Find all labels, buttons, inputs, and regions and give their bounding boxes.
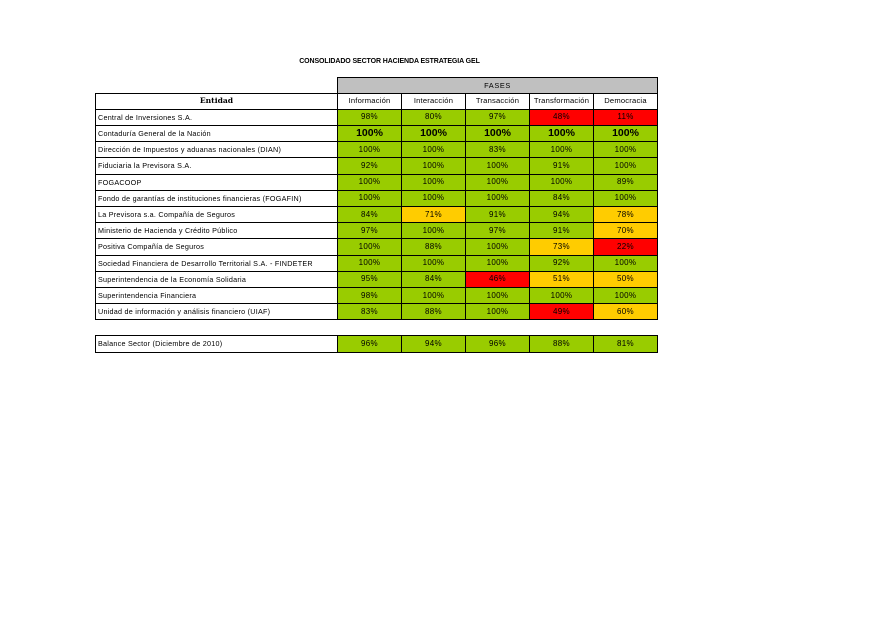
phase-header: Información <box>338 93 402 109</box>
entity-name: Fondo de garantías de instituciones financieras (FOGAFIN) <box>96 190 338 206</box>
phase-value-cell: 100% <box>338 174 402 190</box>
phase-value-cell: 100% <box>402 126 466 142</box>
phase-value-cell: 100% <box>530 126 594 142</box>
phase-value-cell: 100% <box>402 223 466 239</box>
phase-value-cell: 84% <box>530 190 594 206</box>
phase-value-cell: 51% <box>530 271 594 287</box>
phase-value-cell: 98% <box>338 109 402 125</box>
phase-header: Transformación <box>530 93 594 109</box>
fases-header: FASES <box>338 78 658 94</box>
phase-value-cell: 100% <box>402 174 466 190</box>
entity-name: Sociedad Financiera de Desarrollo Territorial S.A. - FINDETER <box>96 255 338 271</box>
phase-header-row <box>96 93 658 109</box>
phase-value-cell: 46% <box>466 271 530 287</box>
phase-value-cell: 100% <box>530 142 594 158</box>
phase-value-cell: 48% <box>530 109 594 125</box>
fases-header-row <box>96 78 658 94</box>
table-row <box>96 190 658 206</box>
phase-value-cell: 100% <box>338 126 402 142</box>
balance-value: 81% <box>594 336 658 353</box>
table-row <box>96 239 658 255</box>
phase-value-cell: 100% <box>338 190 402 206</box>
table-row <box>96 304 658 320</box>
phase-value-cell: 92% <box>530 255 594 271</box>
phase-value-cell: 88% <box>402 239 466 255</box>
balance-value: 94% <box>402 336 466 353</box>
phase-value-cell: 100% <box>530 287 594 303</box>
table-row <box>96 255 658 271</box>
entity-name: Positiva Compañía de Seguros <box>96 239 338 255</box>
phase-header: Interacción <box>402 93 466 109</box>
phase-value-cell: 88% <box>402 304 466 320</box>
phase-value-cell: 84% <box>338 207 402 223</box>
balance-row <box>96 336 658 353</box>
phase-value-cell: 100% <box>466 239 530 255</box>
phase-value-cell: 83% <box>338 304 402 320</box>
phase-value-cell: 100% <box>402 255 466 271</box>
phase-value-cell: 50% <box>594 271 658 287</box>
entity-name: FOGACOOP <box>96 174 338 190</box>
balance-value: 88% <box>530 336 594 353</box>
phase-value-cell: 100% <box>466 287 530 303</box>
phase-header: Democracia <box>594 93 658 109</box>
phase-value-cell: 100% <box>402 142 466 158</box>
phase-value-cell: 100% <box>466 126 530 142</box>
phase-value-cell: 97% <box>338 223 402 239</box>
phase-value-cell: 98% <box>338 287 402 303</box>
phase-value-cell: 71% <box>402 207 466 223</box>
table-row <box>96 109 658 125</box>
phase-value-cell: 100% <box>530 174 594 190</box>
phase-value-cell: 100% <box>338 239 402 255</box>
phase-value-cell: 70% <box>594 223 658 239</box>
phase-value-cell: 100% <box>594 142 658 158</box>
table-row <box>96 174 658 190</box>
entity-name: Dirección de Impuestos y aduanas nacionales (DIAN) <box>96 142 338 158</box>
report-title: CONSOLIDADO SECTOR HACIENDA ESTRATEGIA GEL <box>299 58 480 65</box>
phase-value-cell: 89% <box>594 174 658 190</box>
phase-value-cell: 91% <box>530 223 594 239</box>
phase-value-cell: 100% <box>466 190 530 206</box>
phase-value-cell: 100% <box>466 174 530 190</box>
phase-value-cell: 91% <box>466 207 530 223</box>
entity-name: Superintendencia de la Economía Solidaria <box>96 271 338 287</box>
table-row <box>96 126 658 142</box>
consolidated-table <box>95 77 658 320</box>
table-row <box>96 142 658 158</box>
phase-value-cell: 22% <box>594 239 658 255</box>
table-row <box>96 207 658 223</box>
balance-label: Balance Sector (Diciembre de 2010) <box>96 336 338 353</box>
phase-value-cell: 97% <box>466 109 530 125</box>
table-row <box>96 271 658 287</box>
entity-name: Fiduciaria la Previsora S.A. <box>96 158 338 174</box>
entity-header: Entidad <box>96 93 338 109</box>
blank-cell <box>96 78 338 94</box>
phase-value-cell: 100% <box>466 255 530 271</box>
phase-value-cell: 100% <box>594 158 658 174</box>
entity-name: Superintendencia Financiera <box>96 287 338 303</box>
balance-value: 96% <box>338 336 402 353</box>
phase-value-cell: 100% <box>402 158 466 174</box>
phase-header: Transacción <box>466 93 530 109</box>
entity-name: Central de Inversiones S.A. <box>96 109 338 125</box>
entity-name: La Previsora s.a. Compañía de Seguros <box>96 207 338 223</box>
phase-value-cell: 95% <box>338 271 402 287</box>
phase-value-cell: 83% <box>466 142 530 158</box>
balance-table <box>95 335 658 353</box>
phase-value-cell: 100% <box>594 287 658 303</box>
phase-value-cell: 100% <box>402 287 466 303</box>
phase-value-cell: 100% <box>594 255 658 271</box>
phase-value-cell: 97% <box>466 223 530 239</box>
phase-value-cell: 73% <box>530 239 594 255</box>
phase-value-cell: 49% <box>530 304 594 320</box>
phase-value-cell: 100% <box>338 255 402 271</box>
phase-value-cell: 92% <box>338 158 402 174</box>
table-row <box>96 158 658 174</box>
phase-value-cell: 60% <box>594 304 658 320</box>
entity-name: Ministerio de Hacienda y Crédito Público <box>96 223 338 239</box>
table-row <box>96 287 658 303</box>
phase-value-cell: 100% <box>594 126 658 142</box>
entity-name: Contaduría General de la Nación <box>96 126 338 142</box>
phase-value-cell: 100% <box>338 142 402 158</box>
phase-value-cell: 100% <box>402 190 466 206</box>
phase-value-cell: 80% <box>402 109 466 125</box>
phase-value-cell: 100% <box>466 158 530 174</box>
entity-name: Unidad de información y análisis financiero (UIAF) <box>96 304 338 320</box>
phase-value-cell: 84% <box>402 271 466 287</box>
phase-value-cell: 78% <box>594 207 658 223</box>
phase-value-cell: 91% <box>530 158 594 174</box>
phase-value-cell: 100% <box>594 190 658 206</box>
phase-value-cell: 11% <box>594 109 658 125</box>
phase-value-cell: 100% <box>466 304 530 320</box>
table-row <box>96 223 658 239</box>
phase-value-cell: 94% <box>530 207 594 223</box>
balance-value: 96% <box>466 336 530 353</box>
